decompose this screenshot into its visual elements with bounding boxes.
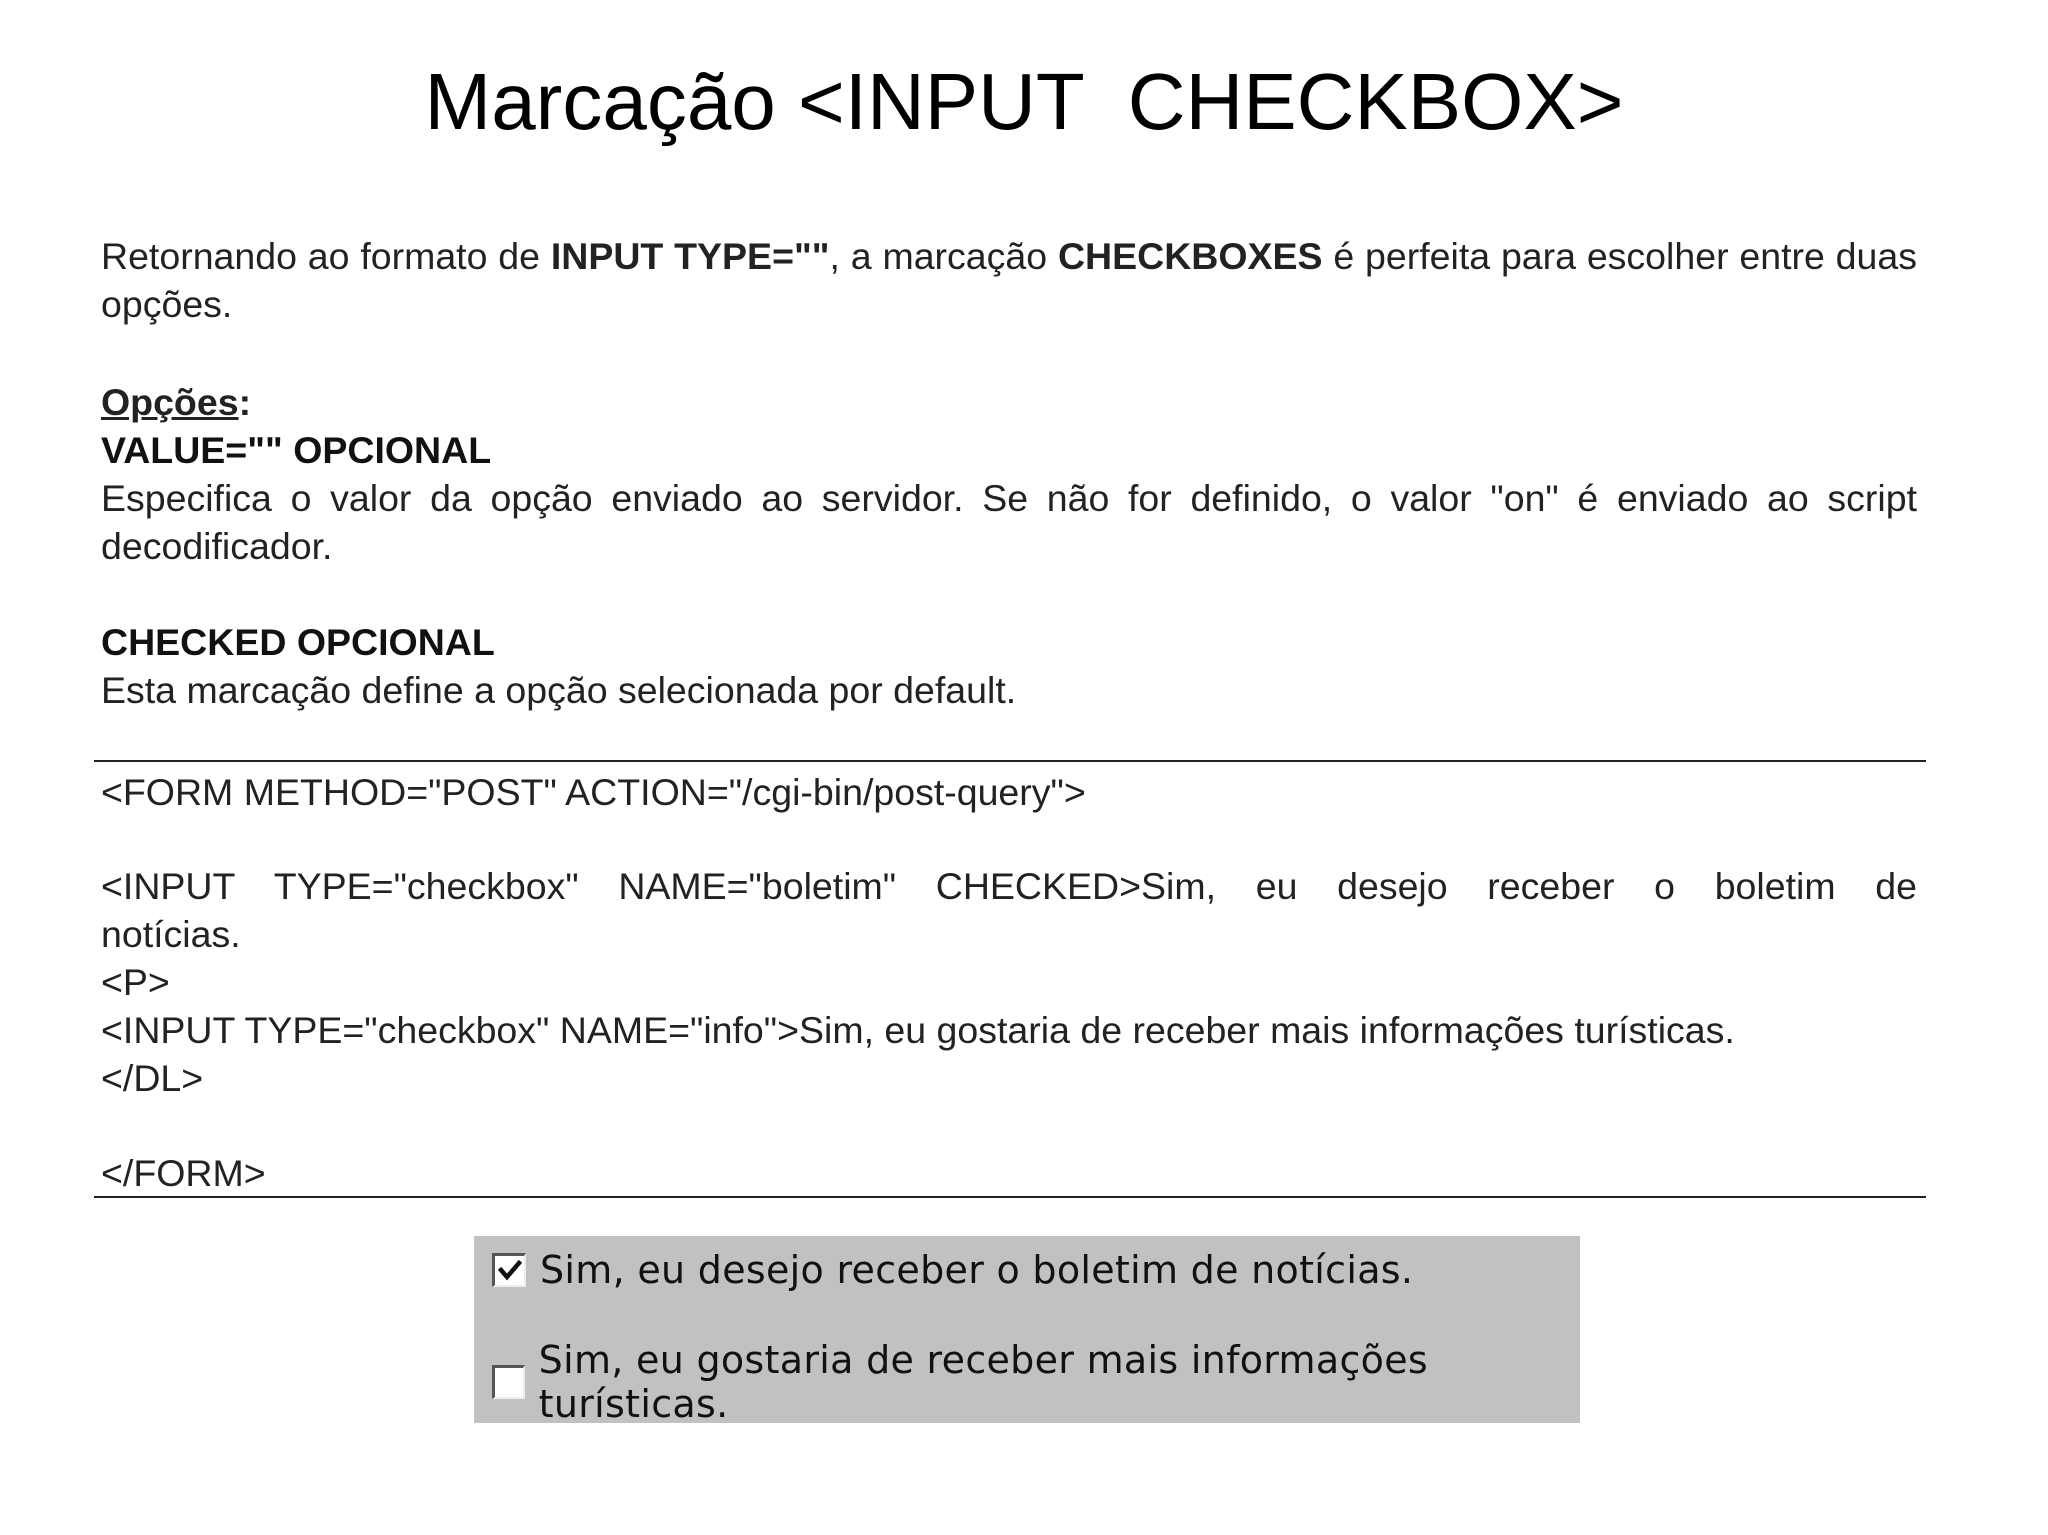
- code-line-p: <P>: [101, 961, 170, 1003]
- checked-option-heading: CHECKED OPCIONAL: [101, 621, 495, 663]
- checked-option-description: Esta marcação define a opção selecionada por default.: [101, 669, 1017, 711]
- checkbox-boletim[interactable]: [492, 1253, 526, 1287]
- checkbox-info[interactable]: [492, 1365, 525, 1399]
- checkbox-boletim-label: Sim, eu desejo receber o boletim de notícias.: [540, 1248, 1414, 1292]
- options-heading-colon: :: [238, 381, 252, 423]
- intro-text-3: é perfeita para escolher entre duas opções.: [101, 235, 1917, 325]
- value-option-description: Especifica o valor da opção enviado ao servidor. Se não for definido, o valor "on" é enviado ao script decodificador.: [101, 477, 1917, 567]
- code-line-input-boletim: <INPUT TYPE="checkbox" NAME="boletim" CHECKED>Sim, eu desejo receber o boletim de: [101, 865, 1917, 907]
- options-heading: [101, 378, 1917, 426]
- checkbox-info-label: Sim, eu gostaria de receber mais informações turísticas.: [538, 1338, 1428, 1426]
- code-line-form-close: </FORM>: [101, 1152, 266, 1194]
- code-line-input-info: <INPUT TYPE="checkbox" NAME="info">Sim, eu gostaria de receber mais informações turísticas.: [101, 1009, 1735, 1051]
- options-heading-text: Opções: [101, 381, 239, 423]
- code-bottom-divider: [94, 1196, 1926, 1198]
- code-top-divider: [94, 760, 1926, 762]
- intro-bold-input-type: INPUT TYPE="": [550, 235, 830, 277]
- checkbox-preview-panel: [474, 1236, 1580, 1426]
- code-line-noticias: notícias.: [101, 913, 241, 955]
- checkbox-row-info[interactable]: [492, 1338, 1580, 1426]
- checkbox-row-boletim[interactable]: [492, 1248, 1413, 1292]
- intro-text-1: Retornando ao formato de: [101, 235, 551, 277]
- intro-paragraph: [101, 232, 1917, 328]
- intro-text-2: , a marcação: [829, 235, 1058, 277]
- intro-bold-checkboxes: CHECKBOXES: [1057, 235, 1323, 277]
- check-icon: [497, 1258, 523, 1284]
- code-line-dl-close: </DL>: [101, 1057, 204, 1099]
- value-option-heading: VALUE="" OPCIONAL: [101, 429, 492, 471]
- code-line-form-open: <FORM METHOD="POST" ACTION="/cgi-bin/post-query">: [101, 771, 1086, 813]
- slide-title: Marcação <INPUT CHECKBOX>: [424, 57, 1624, 146]
